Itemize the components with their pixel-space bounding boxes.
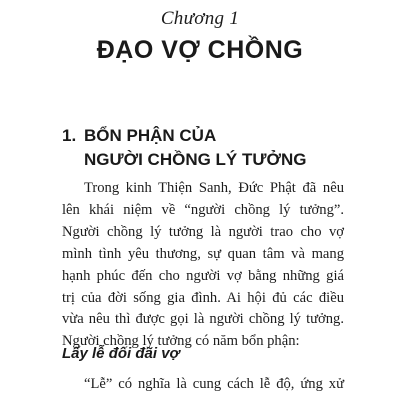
paragraph-le	[62, 374, 344, 396]
section-number: 1.	[62, 126, 77, 145]
paragraph-line: “Lễ” có nghĩa là cung cách lễ độ, ứng xử	[84, 376, 344, 392]
paragraph-line: trị của đời sống gia đình. Ai hội đủ các điều	[62, 289, 344, 306]
section-title-line1: BỔN PHẬN CỦA	[84, 126, 217, 145]
chapter-label: Chương 1	[160, 8, 240, 29]
chapter-title: ĐẠO VỢ CHỒNG	[96, 36, 304, 64]
subsection-heading: Lấy lễ đối đãi vợ	[62, 345, 180, 362]
paragraph-line: Người chồng lý tưởng có năm bổn phận:	[62, 333, 300, 350]
paragraph-line: lên khái niệm về “người chồng lý tưởng”.	[62, 201, 344, 218]
section-heading	[62, 124, 362, 172]
section-title-line2: NGƯỜI CHỒNG LÝ TƯỞNG	[84, 150, 307, 169]
paragraph-line: vừa nêu thì được gọi là người chồng lý tưởng.	[62, 311, 344, 328]
paragraph-line: Trong kinh Thiện Sanh, Đức Phật đã nêu	[84, 180, 344, 196]
paragraph-intro	[62, 178, 344, 353]
paragraph-line: mình tình yêu thương, sự quan tâm và mang	[62, 245, 344, 262]
paragraph-line: Người chồng lý tưởng là người trao cho vợ	[62, 223, 344, 240]
paragraph-line: hạnh phúc đến cho người vợ bằng những giá	[62, 267, 344, 284]
